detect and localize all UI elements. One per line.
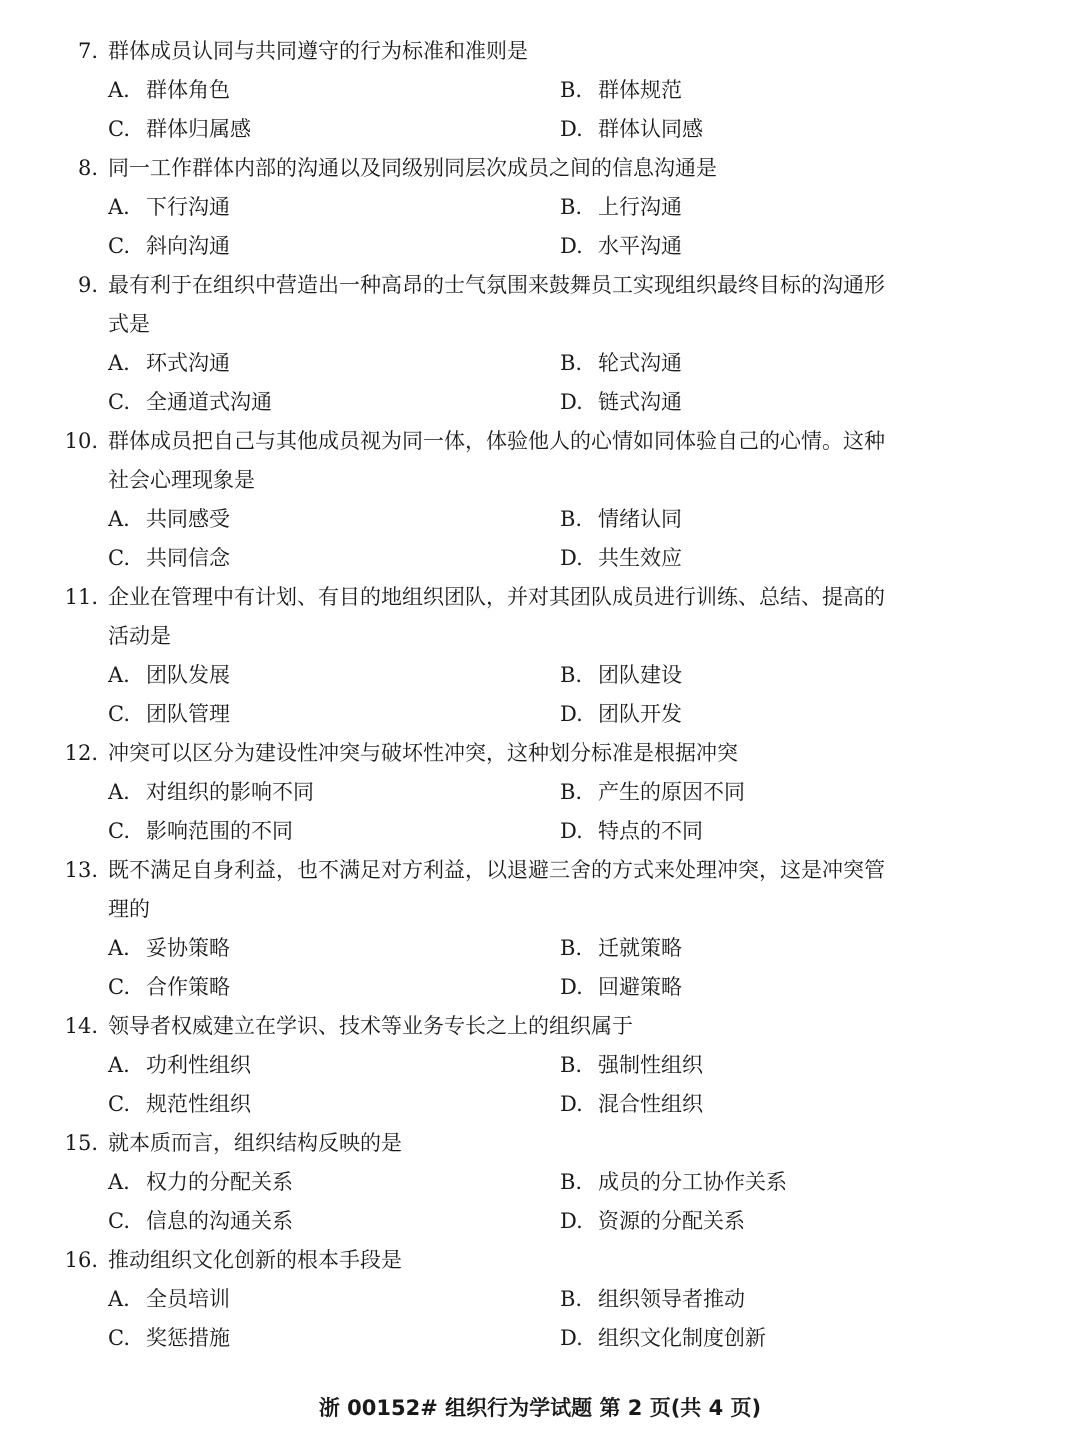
option-letter: B.: [560, 936, 583, 960]
answer-option: [108, 695, 230, 734]
option-letter: B.: [560, 195, 583, 219]
option-letter: C.: [108, 117, 130, 141]
option-text: 共同感受: [146, 507, 230, 531]
question-item: [0, 1007, 1080, 1124]
option-text: 混合性组织: [598, 1092, 703, 1116]
answer-option: [560, 383, 682, 422]
option-letter: A.: [108, 780, 130, 804]
option-text: 共生效应: [598, 546, 682, 570]
question-item: [0, 578, 1080, 734]
option-text: 团队管理: [146, 702, 230, 726]
answer-option: [108, 929, 230, 968]
option-row: [0, 227, 1080, 266]
option-letter: B.: [560, 351, 583, 375]
option-row: [0, 1163, 1080, 1202]
question-text: 最有利于在组织中营造出一种高昂的士气氛围来鼓舞员工实现组织最终目标的沟通形: [108, 273, 885, 297]
option-row: [0, 773, 1080, 812]
option-text: 迁就策略: [598, 936, 682, 960]
question-text: 群体成员把自己与其他成员视为同一体，体验他人的心情如同体验自己的心情。这种: [108, 429, 885, 453]
answer-option: [108, 500, 230, 539]
option-text: 妥协策略: [146, 936, 230, 960]
question-stem-line: [0, 734, 1080, 773]
option-letter: D.: [560, 390, 583, 414]
answer-option: [108, 1085, 251, 1124]
answer-option: [560, 656, 682, 695]
option-text: 特点的不同: [598, 819, 703, 843]
answer-option: [108, 71, 230, 110]
answer-option: [108, 1163, 293, 1202]
answer-option: [108, 539, 230, 578]
answer-option: [560, 71, 682, 110]
answer-option: [560, 1046, 703, 1085]
answer-option: [560, 1319, 766, 1358]
option-text: 链式沟通: [598, 390, 682, 414]
option-letter: C.: [108, 390, 130, 414]
question-stem-line: [0, 1007, 1080, 1046]
option-text: 群体认同感: [598, 117, 703, 141]
question-item: [0, 1124, 1080, 1241]
question-text: 冲突可以区分为建设性冲突与破坏性冲突，这种划分标准是根据冲突: [108, 741, 738, 765]
option-letter: B.: [560, 78, 583, 102]
question-stem-line: [0, 578, 1080, 617]
question-number: 13.: [64, 858, 98, 882]
question-text: 理的: [108, 897, 150, 921]
question-text: 式是: [108, 312, 150, 336]
question-number: 7.: [77, 39, 98, 63]
answer-option: [108, 656, 230, 695]
question-list: [0, 32, 1080, 1358]
option-text: 全员培训: [146, 1287, 230, 1311]
question-stem-line: [0, 461, 1080, 500]
question-text: 群体成员认同与共同遵守的行为标准和准则是: [108, 39, 528, 63]
option-text: 斜向沟通: [146, 234, 230, 258]
option-row: [0, 968, 1080, 1007]
question-text: 就本质而言，组织结构反映的是: [108, 1131, 402, 1155]
option-letter: C.: [108, 234, 130, 258]
answer-option: [560, 1163, 787, 1202]
answer-option: [108, 344, 230, 383]
option-text: 组织文化制度创新: [598, 1326, 766, 1350]
option-letter: C.: [108, 546, 130, 570]
option-letter: A.: [108, 351, 130, 375]
answer-option: [560, 539, 682, 578]
option-letter: C.: [108, 1326, 130, 1350]
option-text: 下行沟通: [146, 195, 230, 219]
option-text: 共同信念: [146, 546, 230, 570]
option-row: [0, 1046, 1080, 1085]
option-letter: C.: [108, 702, 130, 726]
option-row: [0, 929, 1080, 968]
answer-option: [560, 968, 682, 1007]
answer-option: [560, 110, 703, 149]
option-row: [0, 71, 1080, 110]
answer-option: [560, 773, 745, 812]
option-row: [0, 383, 1080, 422]
question-item: [0, 32, 1080, 149]
answer-option: [560, 812, 703, 851]
option-text: 轮式沟通: [598, 351, 682, 375]
option-row: [0, 1319, 1080, 1358]
answer-option: [108, 812, 293, 851]
answer-option: [108, 968, 230, 1007]
option-text: 权力的分配关系: [146, 1170, 293, 1194]
question-stem-line: [0, 32, 1080, 71]
option-letter: A.: [108, 1287, 130, 1311]
option-text: 水平沟通: [598, 234, 682, 258]
option-row: [0, 110, 1080, 149]
question-stem-line: [0, 617, 1080, 656]
question-text: 推动组织文化创新的根本手段是: [108, 1248, 402, 1272]
question-stem-line: [0, 851, 1080, 890]
option-row: [0, 500, 1080, 539]
question-item: [0, 1241, 1080, 1358]
option-text: 信息的沟通关系: [146, 1209, 293, 1233]
option-text: 产生的原因不同: [598, 780, 745, 804]
option-letter: D.: [560, 1326, 583, 1350]
question-item: [0, 149, 1080, 266]
option-row: [0, 1085, 1080, 1124]
option-text: 回避策略: [598, 975, 682, 999]
question-stem-line: [0, 1124, 1080, 1163]
option-letter: A.: [108, 663, 130, 687]
answer-option: [560, 1085, 703, 1124]
question-number: 9.: [77, 273, 98, 297]
page-footer: 浙 00152# 组织行为学试题 第 2 页(共 4 页): [318, 1396, 762, 1420]
question-stem-line: [0, 305, 1080, 344]
question-stem-line: [0, 422, 1080, 461]
option-letter: C.: [108, 1209, 130, 1233]
option-text: 团队开发: [598, 702, 682, 726]
question-text: 领导者权威建立在学识、技术等业务专长之上的组织属于: [108, 1014, 633, 1038]
question-text: 同一工作群体内部的沟通以及同级别同层次成员之间的信息沟通是: [108, 156, 717, 180]
option-letter: D.: [560, 1209, 583, 1233]
answer-option: [108, 383, 272, 422]
option-row: [0, 188, 1080, 227]
option-text: 情绪认同: [598, 507, 682, 531]
answer-option: [560, 1280, 745, 1319]
option-text: 影响范围的不同: [146, 819, 293, 843]
answer-option: [108, 773, 314, 812]
answer-option: [108, 1280, 230, 1319]
option-letter: B.: [560, 1053, 583, 1077]
option-letter: B.: [560, 1170, 583, 1194]
option-text: 团队发展: [146, 663, 230, 687]
option-text: 群体规范: [598, 78, 682, 102]
answer-option: [560, 695, 682, 734]
answer-option: [108, 188, 230, 227]
option-text: 组织领导者推动: [598, 1287, 745, 1311]
answer-option: [560, 500, 682, 539]
option-letter: D.: [560, 117, 583, 141]
question-item: [0, 422, 1080, 578]
option-text: 全通道式沟通: [146, 390, 272, 414]
answer-option: [108, 110, 251, 149]
option-letter: A.: [108, 1053, 130, 1077]
option-row: [0, 695, 1080, 734]
question-number: 16.: [64, 1248, 98, 1272]
option-letter: C.: [108, 975, 130, 999]
question-number: 15.: [64, 1131, 98, 1155]
answer-option: [560, 1202, 745, 1241]
option-letter: B.: [560, 507, 583, 531]
option-letter: B.: [560, 780, 583, 804]
option-letter: A.: [108, 936, 130, 960]
option-row: [0, 1202, 1080, 1241]
question-text: 活动是: [108, 624, 171, 648]
question-item: [0, 734, 1080, 851]
option-letter: D.: [560, 546, 583, 570]
option-letter: A.: [108, 507, 130, 531]
answer-option: [560, 929, 682, 968]
option-text: 规范性组织: [146, 1092, 251, 1116]
option-letter: A.: [108, 78, 130, 102]
question-stem-line: [0, 890, 1080, 929]
option-text: 功利性组织: [146, 1053, 251, 1077]
option-letter: D.: [560, 819, 583, 843]
option-letter: D.: [560, 702, 583, 726]
option-letter: A.: [108, 195, 130, 219]
option-text: 对组织的影响不同: [146, 780, 314, 804]
option-row: [0, 539, 1080, 578]
option-text: 成员的分工协作关系: [598, 1170, 787, 1194]
question-text: 社会心理现象是: [108, 468, 255, 492]
answer-option: [560, 188, 682, 227]
answer-option: [560, 344, 682, 383]
question-stem-line: [0, 149, 1080, 188]
question-item: [0, 266, 1080, 422]
option-letter: C.: [108, 1092, 130, 1116]
option-text: 合作策略: [146, 975, 230, 999]
question-number: 12.: [64, 741, 98, 765]
answer-option: [560, 227, 682, 266]
option-row: [0, 344, 1080, 383]
answer-option: [108, 1319, 230, 1358]
question-stem-line: [0, 266, 1080, 305]
option-letter: B.: [560, 663, 583, 687]
option-row: [0, 812, 1080, 851]
option-letter: D.: [560, 234, 583, 258]
option-text: 群体归属感: [146, 117, 251, 141]
option-text: 环式沟通: [146, 351, 230, 375]
option-letter: B.: [560, 1287, 583, 1311]
question-text: 企业在管理中有计划、有目的地组织团队，并对其团队成员进行训练、总结、提高的: [108, 585, 885, 609]
question-number: 11.: [64, 585, 98, 609]
answer-option: [108, 227, 230, 266]
option-letter: D.: [560, 1092, 583, 1116]
option-text: 上行沟通: [598, 195, 682, 219]
option-text: 资源的分配关系: [598, 1209, 745, 1233]
question-text: 既不满足自身利益，也不满足对方利益，以退避三舍的方式来处理冲突，这是冲突管: [108, 858, 885, 882]
question-number: 10.: [64, 429, 98, 453]
answer-option: [108, 1202, 293, 1241]
answer-option: [108, 1046, 251, 1085]
option-letter: A.: [108, 1170, 130, 1194]
option-text: 强制性组织: [598, 1053, 703, 1077]
option-text: 团队建设: [598, 663, 682, 687]
option-row: [0, 656, 1080, 695]
question-stem-line: [0, 1241, 1080, 1280]
option-row: [0, 1280, 1080, 1319]
question-number: 14.: [64, 1014, 98, 1038]
option-letter: C.: [108, 819, 130, 843]
question-number: 8.: [77, 156, 98, 180]
option-letter: D.: [560, 975, 583, 999]
question-item: [0, 851, 1080, 1007]
option-text: 奖惩措施: [146, 1326, 230, 1350]
option-text: 群体角色: [146, 78, 230, 102]
